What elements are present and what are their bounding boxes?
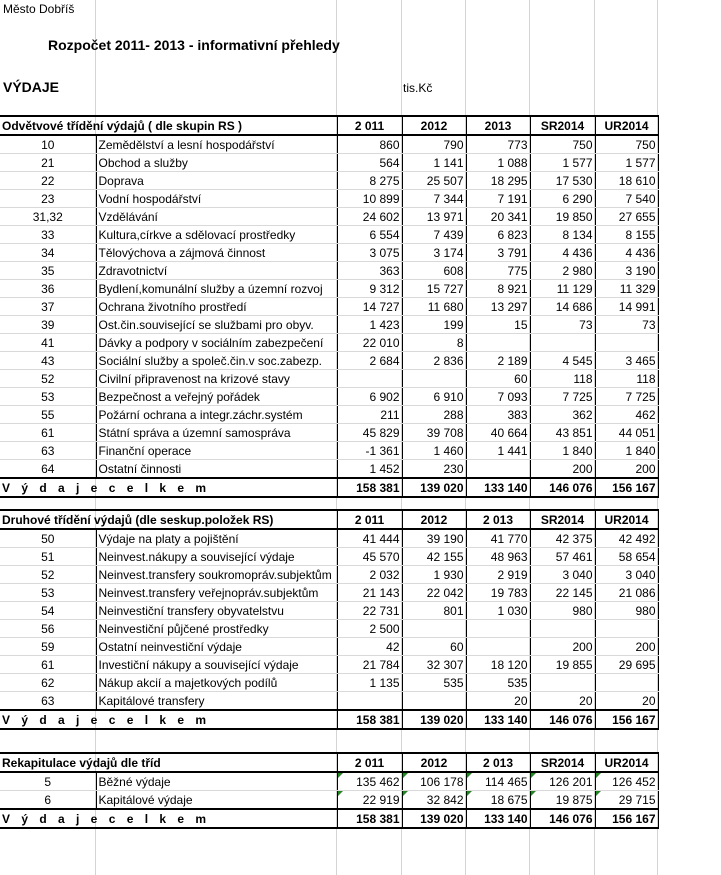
row-value: 40 664 [466, 424, 530, 442]
row-code: 53 [0, 388, 96, 406]
table-row [0, 208, 658, 226]
total-value: 139 020 [402, 809, 466, 828]
table-row [0, 656, 658, 674]
column-header: SR2014 [530, 753, 595, 772]
row-value: 20 [530, 692, 595, 711]
table-row [0, 602, 658, 620]
table-row [0, 424, 658, 442]
row-value: 44 051 [595, 424, 658, 442]
row-value: 8 155 [595, 226, 658, 244]
row-value: 114 465 [466, 772, 530, 791]
row-value: 775 [466, 262, 530, 280]
table-section-title: Druhové třídění výdajů (dle seskup.položek RS) [0, 510, 337, 529]
row-value: 118 [530, 370, 595, 388]
total-value: 146 076 [530, 710, 595, 729]
row-code: 62 [0, 674, 96, 692]
row-value: 135 462 [337, 772, 402, 791]
total-value: 139 020 [402, 710, 466, 729]
unit-label: tis.Kč [403, 81, 433, 95]
row-value: 8 921 [466, 280, 530, 298]
row-value: 22 731 [337, 602, 402, 620]
row-value: 2 684 [337, 352, 402, 370]
row-value: 980 [595, 602, 658, 620]
row-value: 18 675 [466, 791, 530, 810]
row-name: Finanční operace [96, 442, 337, 460]
row-value: 1 577 [530, 154, 595, 172]
row-value: 20 [466, 692, 530, 711]
row-value [337, 692, 402, 711]
row-value: 11 680 [402, 298, 466, 316]
row-value: 15 [466, 316, 530, 334]
row-value: 39 708 [402, 424, 466, 442]
row-value: 6 554 [337, 226, 402, 244]
page-title: Rozpočet 2011- 2013 - informativní přehledy [48, 37, 340, 53]
total-value: 146 076 [530, 809, 595, 828]
table-type-classification [0, 509, 659, 730]
row-name: Zemědělství a lesní hospodářství [96, 135, 337, 154]
row-value: 199 [402, 316, 466, 334]
row-code: 50 [0, 529, 96, 548]
row-value: 22 042 [402, 584, 466, 602]
row-value: 6 910 [402, 388, 466, 406]
total-value: 156 167 [595, 710, 658, 729]
column-header: UR2014 [595, 753, 658, 772]
row-value: 4 545 [530, 352, 595, 370]
row-code: 63 [0, 692, 96, 711]
row-code: 61 [0, 424, 96, 442]
column-header: 2 013 [466, 753, 530, 772]
row-value: 126 452 [595, 772, 658, 791]
total-value: 156 167 [595, 478, 658, 497]
row-value: 750 [595, 135, 658, 154]
row-code: 63 [0, 442, 96, 460]
row-value: 42 492 [595, 529, 658, 548]
total-value: 158 381 [337, 710, 402, 729]
row-value [530, 674, 595, 692]
row-value: 32 842 [402, 791, 466, 810]
table-header-row [0, 116, 658, 135]
row-value: 200 [595, 638, 658, 656]
table-row [0, 316, 658, 334]
total-value: 158 381 [337, 809, 402, 828]
row-value: 3 075 [337, 244, 402, 262]
row-value: 41 444 [337, 529, 402, 548]
table-row [0, 334, 658, 352]
row-name: Neinvest.transfery veřejnopráv.subjektům [96, 584, 337, 602]
table-sector-classification [0, 115, 659, 498]
row-name: Sociální služby a společ.čin.v soc.zabezp. [96, 352, 337, 370]
table-row [0, 620, 658, 638]
row-code: 43 [0, 352, 96, 370]
row-value: 19 875 [530, 791, 595, 810]
row-value: 1 452 [337, 460, 402, 479]
row-value: 3 465 [595, 352, 658, 370]
row-value: 3 190 [595, 262, 658, 280]
table-row [0, 406, 658, 424]
row-value: 43 851 [530, 424, 595, 442]
row-value: 230 [402, 460, 466, 479]
row-value: 126 201 [530, 772, 595, 791]
row-value: 19 855 [530, 656, 595, 674]
row-name: Ochrana životního prostředí [96, 298, 337, 316]
row-value: 980 [530, 602, 595, 620]
row-value: 6 823 [466, 226, 530, 244]
total-label: V ý d a j e c e l k e m [0, 478, 337, 497]
table-row [0, 674, 658, 692]
row-name: Zdravotnictví [96, 262, 337, 280]
total-row [0, 478, 658, 497]
row-value: 7 093 [466, 388, 530, 406]
row-value: 2 980 [530, 262, 595, 280]
row-value: 535 [402, 674, 466, 692]
row-value: 7 725 [595, 388, 658, 406]
row-value: 2 836 [402, 352, 466, 370]
row-value: 2 189 [466, 352, 530, 370]
column-header: UR2014 [595, 510, 658, 529]
table-row [0, 566, 658, 584]
row-value: 288 [402, 406, 466, 424]
row-value: 73 [595, 316, 658, 334]
row-name: Neinvestiční transfery obyvatelstvu [96, 602, 337, 620]
row-value: 9 312 [337, 280, 402, 298]
row-value: 42 155 [402, 548, 466, 566]
row-code: 22 [0, 172, 96, 190]
row-value: 8 134 [530, 226, 595, 244]
column-header: 2012 [402, 510, 466, 529]
row-code: 54 [0, 602, 96, 620]
row-value: 11 129 [530, 280, 595, 298]
row-code: 35 [0, 262, 96, 280]
column-header: SR2014 [530, 510, 595, 529]
table-row [0, 262, 658, 280]
row-value: 8 [402, 334, 466, 352]
table-row [0, 772, 658, 791]
row-value: 57 461 [530, 548, 595, 566]
row-value: 1 840 [530, 442, 595, 460]
row-value: 362 [530, 406, 595, 424]
total-value: 139 020 [402, 478, 466, 497]
row-name: Bezpečnost a veřejný pořádek [96, 388, 337, 406]
column-header: 2 011 [337, 753, 402, 772]
row-code: 53 [0, 584, 96, 602]
row-value: 13 971 [402, 208, 466, 226]
total-row [0, 710, 658, 729]
table-row [0, 244, 658, 262]
row-value: 7 344 [402, 190, 466, 208]
row-value [466, 638, 530, 656]
column-header: 2 013 [466, 510, 530, 529]
total-value: 133 140 [466, 809, 530, 828]
table-row [0, 298, 658, 316]
row-value: 790 [402, 135, 466, 154]
row-value [466, 334, 530, 352]
row-code: 36 [0, 280, 96, 298]
table-row [0, 388, 658, 406]
row-value: 211 [337, 406, 402, 424]
row-value: 14 686 [530, 298, 595, 316]
table-row [0, 370, 658, 388]
total-label: V ý d a j e c e l k e m [0, 809, 337, 828]
row-value: 1 141 [402, 154, 466, 172]
row-value: 22 919 [337, 791, 402, 810]
row-value: 11 329 [595, 280, 658, 298]
row-code: 37 [0, 298, 96, 316]
row-value: 14 727 [337, 298, 402, 316]
table-row [0, 172, 658, 190]
row-name: Neinvest.nákupy a související výdaje [96, 548, 337, 566]
row-value: 24 602 [337, 208, 402, 226]
row-name: Požární ochrana a integr.záchr.systém [96, 406, 337, 424]
row-code: 59 [0, 638, 96, 656]
row-value: 564 [337, 154, 402, 172]
total-label: V ý d a j e c e l k e m [0, 710, 337, 729]
row-name: Ostatní činnosti [96, 460, 337, 479]
row-value: 42 [337, 638, 402, 656]
row-name: Ostatní neinvestiční výdaje [96, 638, 337, 656]
section-heading: VÝDAJE [3, 79, 60, 95]
row-value: 25 507 [402, 172, 466, 190]
row-value: -1 361 [337, 442, 402, 460]
row-value: 42 375 [530, 529, 595, 548]
row-value [530, 620, 595, 638]
row-value: 200 [530, 638, 595, 656]
column-header: 2013 [466, 116, 530, 135]
row-code: 5 [0, 772, 96, 791]
table-row [0, 529, 658, 548]
row-name: Běžné výdaje [96, 772, 337, 791]
row-name: Kapitálové výdaje [96, 791, 337, 810]
row-code: 33 [0, 226, 96, 244]
row-value [402, 620, 466, 638]
table-row [0, 442, 658, 460]
row-value: 32 307 [402, 656, 466, 674]
row-value: 19 783 [466, 584, 530, 602]
row-name: Nákup akcií a majetkových podílů [96, 674, 337, 692]
table-row [0, 548, 658, 566]
row-code: 61 [0, 656, 96, 674]
total-value: 158 381 [337, 478, 402, 497]
row-value: 22 145 [530, 584, 595, 602]
row-code: 23 [0, 190, 96, 208]
row-name: Bydlení,komunální služby a územní rozvoj [96, 280, 337, 298]
total-value: 156 167 [595, 809, 658, 828]
row-value: 7 191 [466, 190, 530, 208]
row-name: Investiční nákupy a související výdaje [96, 656, 337, 674]
table-row [0, 190, 658, 208]
row-value [595, 334, 658, 352]
row-value: 21 143 [337, 584, 402, 602]
row-value: 6 290 [530, 190, 595, 208]
row-value: 73 [530, 316, 595, 334]
row-value: 3 791 [466, 244, 530, 262]
row-value: 3 040 [530, 566, 595, 584]
row-name: Obchod a služby [96, 154, 337, 172]
row-value: 29 715 [595, 791, 658, 810]
total-value: 133 140 [466, 710, 530, 729]
row-value [595, 620, 658, 638]
row-code: 64 [0, 460, 96, 479]
row-value: 14 991 [595, 298, 658, 316]
row-value: 7 439 [402, 226, 466, 244]
row-value: 4 436 [595, 244, 658, 262]
table-row [0, 692, 658, 711]
row-code: 52 [0, 370, 96, 388]
row-name: Civilní připravenost na krizové stavy [96, 370, 337, 388]
row-name: Výdaje na platy a pojištění [96, 529, 337, 548]
row-value: 60 [402, 638, 466, 656]
row-code: 56 [0, 620, 96, 638]
total-value: 146 076 [530, 478, 595, 497]
table-row [0, 352, 658, 370]
row-value: 1 135 [337, 674, 402, 692]
table-section-title: Rekapitulace výdajů dle tříd [0, 753, 337, 772]
row-value: 535 [466, 674, 530, 692]
row-value: 2 032 [337, 566, 402, 584]
row-value: 45 829 [337, 424, 402, 442]
row-code: 31,32 [0, 208, 96, 226]
row-value: 41 770 [466, 529, 530, 548]
table-row [0, 135, 658, 154]
column-header: SR2014 [530, 116, 595, 135]
row-value: 22 010 [337, 334, 402, 352]
table-row [0, 638, 658, 656]
row-name: Kultura,církve a sdělovací prostředky [96, 226, 337, 244]
row-value: 200 [595, 460, 658, 479]
row-value: 1 030 [466, 602, 530, 620]
row-value: 48 963 [466, 548, 530, 566]
row-name: Doprava [96, 172, 337, 190]
table-header-row [0, 510, 658, 529]
row-value: 6 902 [337, 388, 402, 406]
column-header: 2012 [402, 116, 466, 135]
row-name: Státní správa a územní samospráva [96, 424, 337, 442]
row-value [337, 370, 402, 388]
row-code: 6 [0, 791, 96, 810]
row-name: Tělovýchova a zájmová činnost [96, 244, 337, 262]
total-value: 133 140 [466, 478, 530, 497]
row-value [402, 692, 466, 711]
row-value: 4 436 [530, 244, 595, 262]
row-value: 3 174 [402, 244, 466, 262]
row-value: 45 570 [337, 548, 402, 566]
row-value: 60 [466, 370, 530, 388]
row-value: 1 930 [402, 566, 466, 584]
table-header-row [0, 753, 658, 772]
row-value: 21 086 [595, 584, 658, 602]
row-value: 20 341 [466, 208, 530, 226]
row-value: 750 [530, 135, 595, 154]
row-value: 27 655 [595, 208, 658, 226]
row-value: 19 850 [530, 208, 595, 226]
row-code: 39 [0, 316, 96, 334]
row-value: 58 654 [595, 548, 658, 566]
row-name: Vodní hospodářství [96, 190, 337, 208]
table-row [0, 280, 658, 298]
table-row [0, 584, 658, 602]
column-header: UR2014 [595, 116, 658, 135]
row-value: 18 295 [466, 172, 530, 190]
row-value: 1 460 [402, 442, 466, 460]
row-name: Vzdělávání [96, 208, 337, 226]
row-value [466, 620, 530, 638]
row-value: 608 [402, 262, 466, 280]
row-value: 39 190 [402, 529, 466, 548]
total-row [0, 809, 658, 828]
row-code: 21 [0, 154, 96, 172]
column-header: 2012 [402, 753, 466, 772]
table-row [0, 460, 658, 479]
row-value: 1 577 [595, 154, 658, 172]
row-name: Ost.čin.související se službami pro obyv. [96, 316, 337, 334]
row-value: 462 [595, 406, 658, 424]
row-name: Neinvestiční půjčené prostředky [96, 620, 337, 638]
row-value: 383 [466, 406, 530, 424]
column-header: 2 011 [337, 116, 402, 135]
table-row [0, 154, 658, 172]
column-header: 2 011 [337, 510, 402, 529]
row-value: 3 040 [595, 566, 658, 584]
row-value: 21 784 [337, 656, 402, 674]
row-code: 52 [0, 566, 96, 584]
table-row [0, 226, 658, 244]
row-name: Dávky a podpory v sociálním zabezpečení [96, 334, 337, 352]
row-value: 18 120 [466, 656, 530, 674]
row-value: 15 727 [402, 280, 466, 298]
row-value: 18 610 [595, 172, 658, 190]
row-value: 13 297 [466, 298, 530, 316]
row-value: 106 178 [402, 772, 466, 791]
row-value: 118 [595, 370, 658, 388]
row-code: 51 [0, 548, 96, 566]
row-name: Kapitálové transfery [96, 692, 337, 711]
table-class-recap [0, 752, 659, 829]
row-value: 860 [337, 135, 402, 154]
row-code: 34 [0, 244, 96, 262]
table-row [0, 791, 658, 810]
row-value: 2 500 [337, 620, 402, 638]
table-section-title: Odvětvové třídění výdajů ( dle skupin RS ) [0, 116, 337, 135]
row-value: 1 423 [337, 316, 402, 334]
row-value: 29 695 [595, 656, 658, 674]
row-value: 10 899 [337, 190, 402, 208]
row-value: 1 088 [466, 154, 530, 172]
row-name: Neinvest.transfery soukromopráv.subjektům [96, 566, 337, 584]
row-value [402, 370, 466, 388]
row-value: 1 840 [595, 442, 658, 460]
row-value: 1 441 [466, 442, 530, 460]
row-value: 2 919 [466, 566, 530, 584]
row-value: 7 725 [530, 388, 595, 406]
row-value [595, 674, 658, 692]
row-value: 200 [530, 460, 595, 479]
row-value: 7 540 [595, 190, 658, 208]
row-code: 55 [0, 406, 96, 424]
row-value [530, 334, 595, 352]
row-value: 363 [337, 262, 402, 280]
row-value [466, 460, 530, 479]
city-name: Město Dobříš [3, 2, 75, 16]
row-code: 10 [0, 135, 96, 154]
row-value: 20 [595, 692, 658, 711]
row-value: 801 [402, 602, 466, 620]
row-value: 8 275 [337, 172, 402, 190]
row-value: 773 [466, 135, 530, 154]
row-value: 17 530 [530, 172, 595, 190]
row-code: 41 [0, 334, 96, 352]
